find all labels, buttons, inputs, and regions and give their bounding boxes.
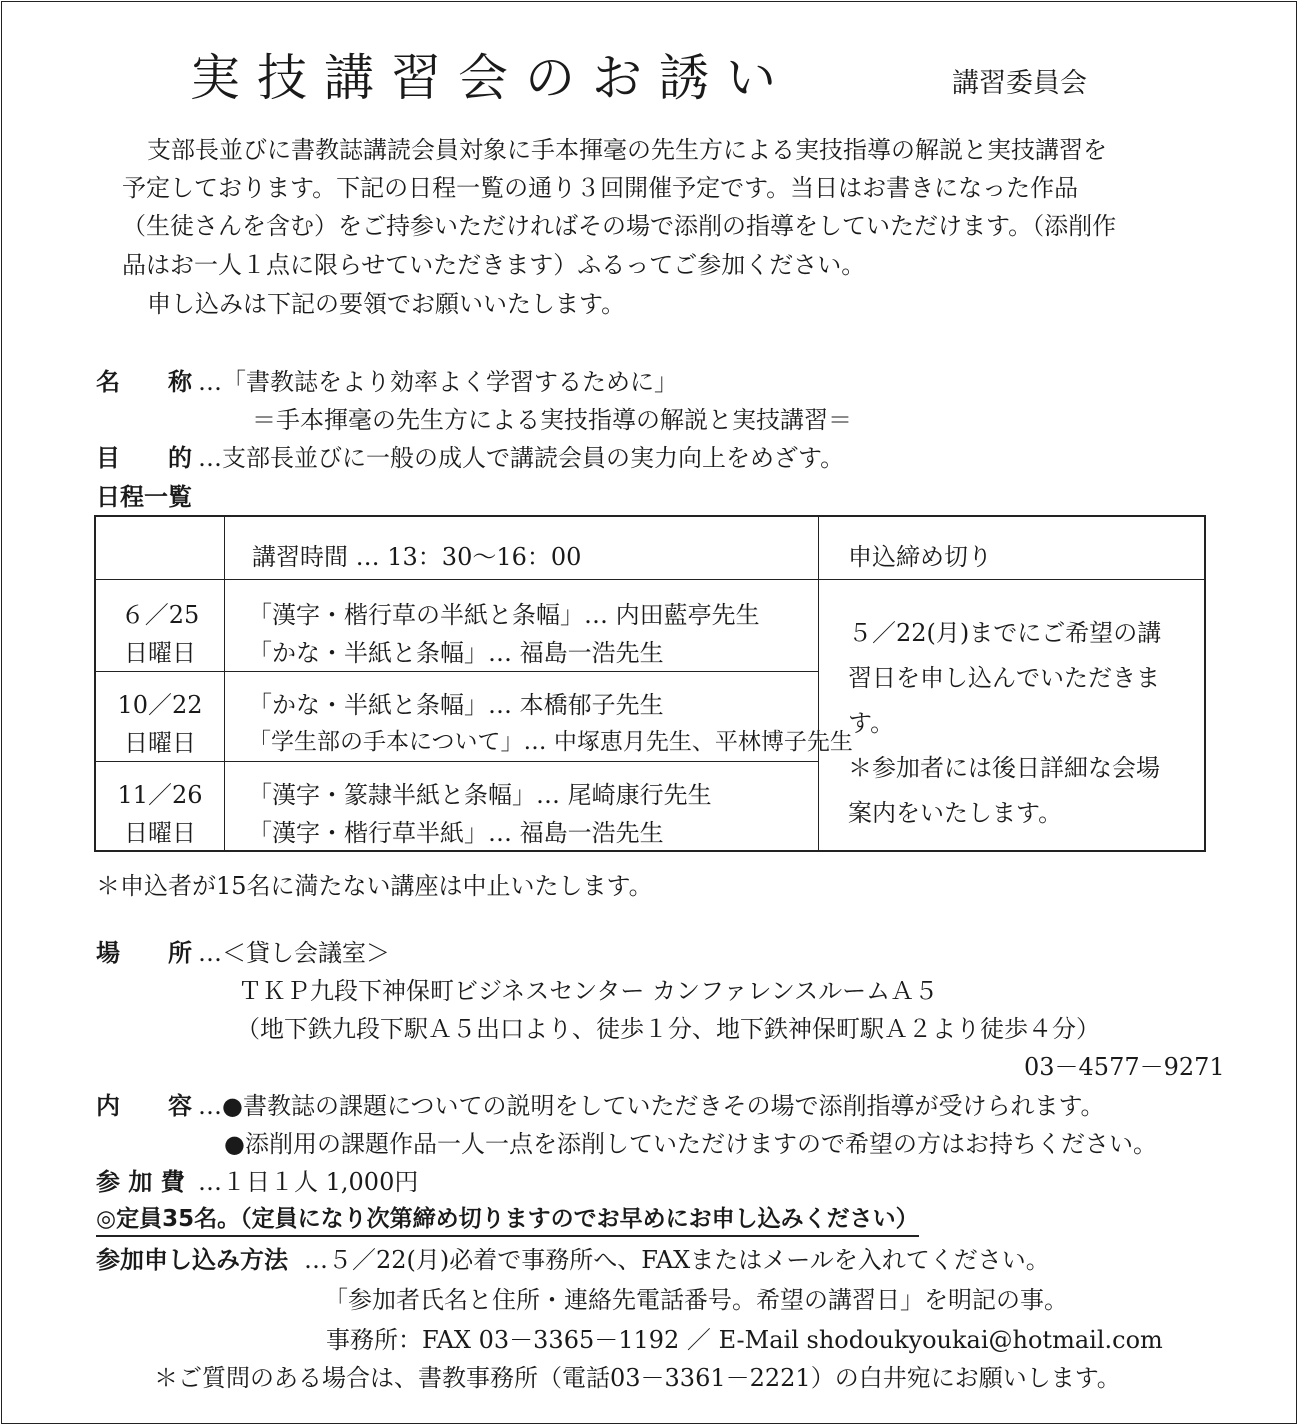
row-course: 「かな・半紙と条幅」… 本橋郁子先生 [248,691,664,719]
schedule-table [94,515,1206,852]
row-day: 日曜日 [124,819,196,847]
purpose-label: 目 的 [96,444,192,472]
intro-line-1: 支部長並びに書教誌講読会員対象に手本揮毫の先生方による実技指導の解説と実技講習を [147,136,1107,164]
row-day: 日曜日 [124,729,196,757]
row-date: 10／22 [117,691,203,719]
row-course: 「漢字・楷行草半紙」… 福島一浩先生 [248,819,664,847]
venue-name: ＴＫＰ九段下神保町ビジネスセンター カンファレンスルームＡ５ [238,977,939,1005]
office-contact: 事務所：FAX 03－3365－1192 ／ E-Mail shodoukyoukai@hotmail.com [326,1326,1163,1354]
deadline-text: ５／22(月)までにご希望の講 [848,619,1162,647]
header-deadline: 申込締め切り [848,543,992,571]
purpose-value: …支部長並びに一般の成人で講読会員の実力向上をめざす。 [198,444,845,472]
deadline-text: 習日を申し込んでいただきま [848,664,1160,692]
name-label: 名 称 [96,368,192,396]
page-title: 実技講習会のお誘い [190,49,793,107]
deadline-text: 案内をいたします。 [848,799,1063,827]
deadline-text: す。 [848,709,895,737]
footer-note: ＊ご質問のある場合は、書教事務所（電話03－3361－2221）の白井宛にお願いします。 [154,1364,1121,1392]
place-label: 場 所 [96,939,192,967]
schedule-heading: 日程一覧 [96,483,192,511]
content-line-2: ●添削用の課題作品一人一点を添削していただけますので希望の方はお持ちください。 [224,1130,1157,1158]
row-course: 「漢字・楷行草の半紙と条幅」… 内田藍亭先生 [248,601,760,629]
intro-line-5: 申し込みは下記の要領でお願いいたします。 [147,290,626,318]
content-line-1: …●書教誌の課題についての説明をしていただきその場で添削指導が受けられます。 [198,1092,1105,1120]
intro-line-2: 予定しております。下記の日程一覧の通り３回開催予定です。当日はお書きになった作品 [122,174,1079,202]
deadline-text: ＊参加者には後日詳細な会場 [848,754,1160,782]
content-label: 内 容 [96,1092,192,1120]
apply-requirements: 「参加者氏名と住所・連絡先電話番号。希望の講習日」を明記の事。 [324,1286,1068,1314]
apply-value: …５／22(月)必着で事務所へ、FAXまたはメールを入れてください。 [304,1246,1050,1274]
committee-name: 講習委員会 [952,68,1087,99]
row-date: ６／25 [120,601,200,629]
intro-line-3: （生徒さんを含む）をご持参いただければその場で添削の指導をしていただけます。（添削作 [122,212,1117,240]
name-value: …「書教誌をより効率よく学習するために」 [198,368,678,396]
row-course: 「学生部の手本について」… 中塚恵月先生、平林博子先生 [248,729,853,755]
row-date: 11／26 [117,781,203,809]
apply-label: 参加申し込み方法 [96,1246,288,1274]
cancel-note: ＊申込者が15名に満たない講座は中止いたします。 [96,872,653,900]
fee-label: 参 加 費 [96,1168,185,1196]
intro-line-4: 品はお一人１点に限らせていただきます）ふるってご参加ください。 [122,251,866,279]
row-course: 「かな・半紙と条幅」… 福島一浩先生 [248,639,664,667]
venue-phone: 03－4577－9271 [1024,1053,1225,1081]
venue-access: （地下鉄九段下駅Ａ５出口より、徒歩１分、地下鉄神保町駅Ａ２より徒歩４分） [236,1015,1100,1043]
capacity-note: ◎定員35名。（定員になり次第締め切りますのでお早めにお申し込みください） [96,1200,919,1237]
place-value: …＜貸し会議室＞ [198,939,390,967]
name-subtitle: ＝手本揮毫の先生方による実技指導の解説と実技講習＝ [252,406,852,434]
row-day: 日曜日 [124,639,196,667]
header-time: 講習時間 … 13：30〜16：00 [252,543,582,571]
row-course: 「漢字・篆隷半紙と条幅」… 尾崎康行先生 [248,781,712,809]
fee-value: …１日１人 1,000円 [198,1168,419,1196]
